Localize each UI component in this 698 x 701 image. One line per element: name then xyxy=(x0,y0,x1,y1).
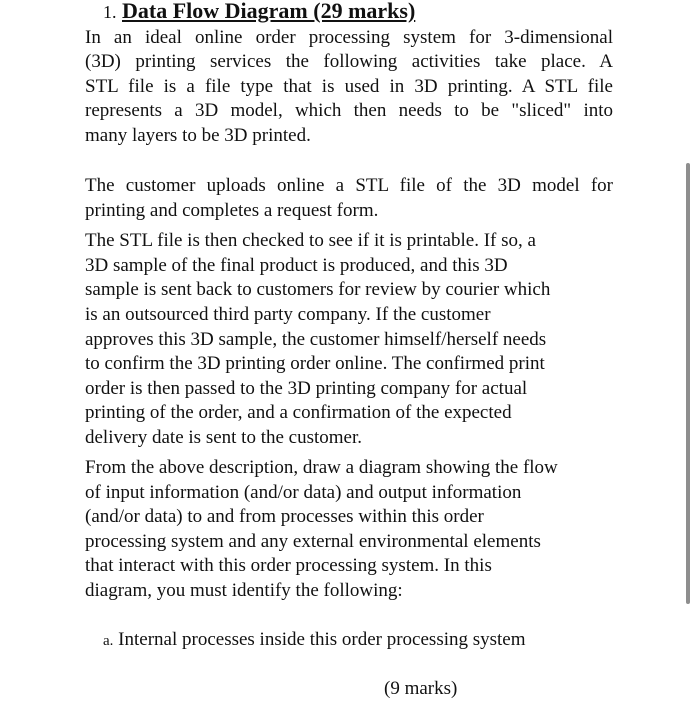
paragraph-3-line: delivery date is sent to the customer. xyxy=(85,427,363,448)
paragraph-1-line: STL file is a file type that is used in 3D printing. A STL file xyxy=(85,76,613,97)
question-title: Data Flow Diagram (29 marks) xyxy=(122,0,416,23)
paragraph-4-line: that interact with this order processing system. In this xyxy=(85,555,492,576)
paragraph-3-line: order is then passed to the 3D printing company for actual xyxy=(85,378,528,399)
paragraph-4-line: of input information (and/or data) and output information xyxy=(85,482,522,503)
question-number: 1. xyxy=(103,2,117,22)
paragraph-4-line: From the above description, draw a diagram showing the flow xyxy=(85,457,558,478)
sub-question-text: Internal processes inside this order processing system xyxy=(118,629,526,650)
sub-question-letter: a. xyxy=(103,633,114,649)
paragraph-1-line: (3D) printing services the following activities take place. A xyxy=(85,51,613,72)
paragraph-3-line: printing of the order, and a confirmation of the expected xyxy=(85,402,512,423)
paragraph-3-line: 3D sample of the final product is produced, and this 3D xyxy=(85,255,508,276)
paragraph-3-line: sample is sent back to customers for review by courier which xyxy=(85,279,551,300)
paragraph-3-line: to confirm the 3D printing order online. The confirmed print xyxy=(85,353,545,374)
sub-question-a xyxy=(103,628,526,653)
paragraph-1-line: In an ideal online order processing system for 3-dimensional xyxy=(85,27,613,48)
paragraph-3-line: is an outsourced third party company. If the customer xyxy=(85,304,491,325)
vertical-scrollbar[interactable] xyxy=(686,163,690,604)
paragraph-3-line: The STL file is then checked to see if it is printable. If so, a xyxy=(85,230,536,251)
paragraph-4-line: diagram, you must identify the following: xyxy=(85,580,403,601)
question-heading xyxy=(103,0,415,25)
paragraph-3-line: approves this 3D sample, the customer himself/herself needs xyxy=(85,329,547,350)
paragraph-1-line: many layers to be 3D printed. xyxy=(85,125,311,146)
paragraph-4-line: processing system and any external environmental elements xyxy=(85,531,541,552)
paragraph-2-line: printing and completes a request form. xyxy=(85,200,379,221)
paragraph-4-line: (and/or data) to and from processes within this order xyxy=(85,506,484,527)
sub-question-marks: (9 marks) xyxy=(384,678,458,699)
paragraph-2-line: The customer uploads online a STL file of the 3D model for xyxy=(85,175,613,196)
paragraph-1-line: represents a 3D model, which then needs to be "sliced" into xyxy=(85,100,613,121)
